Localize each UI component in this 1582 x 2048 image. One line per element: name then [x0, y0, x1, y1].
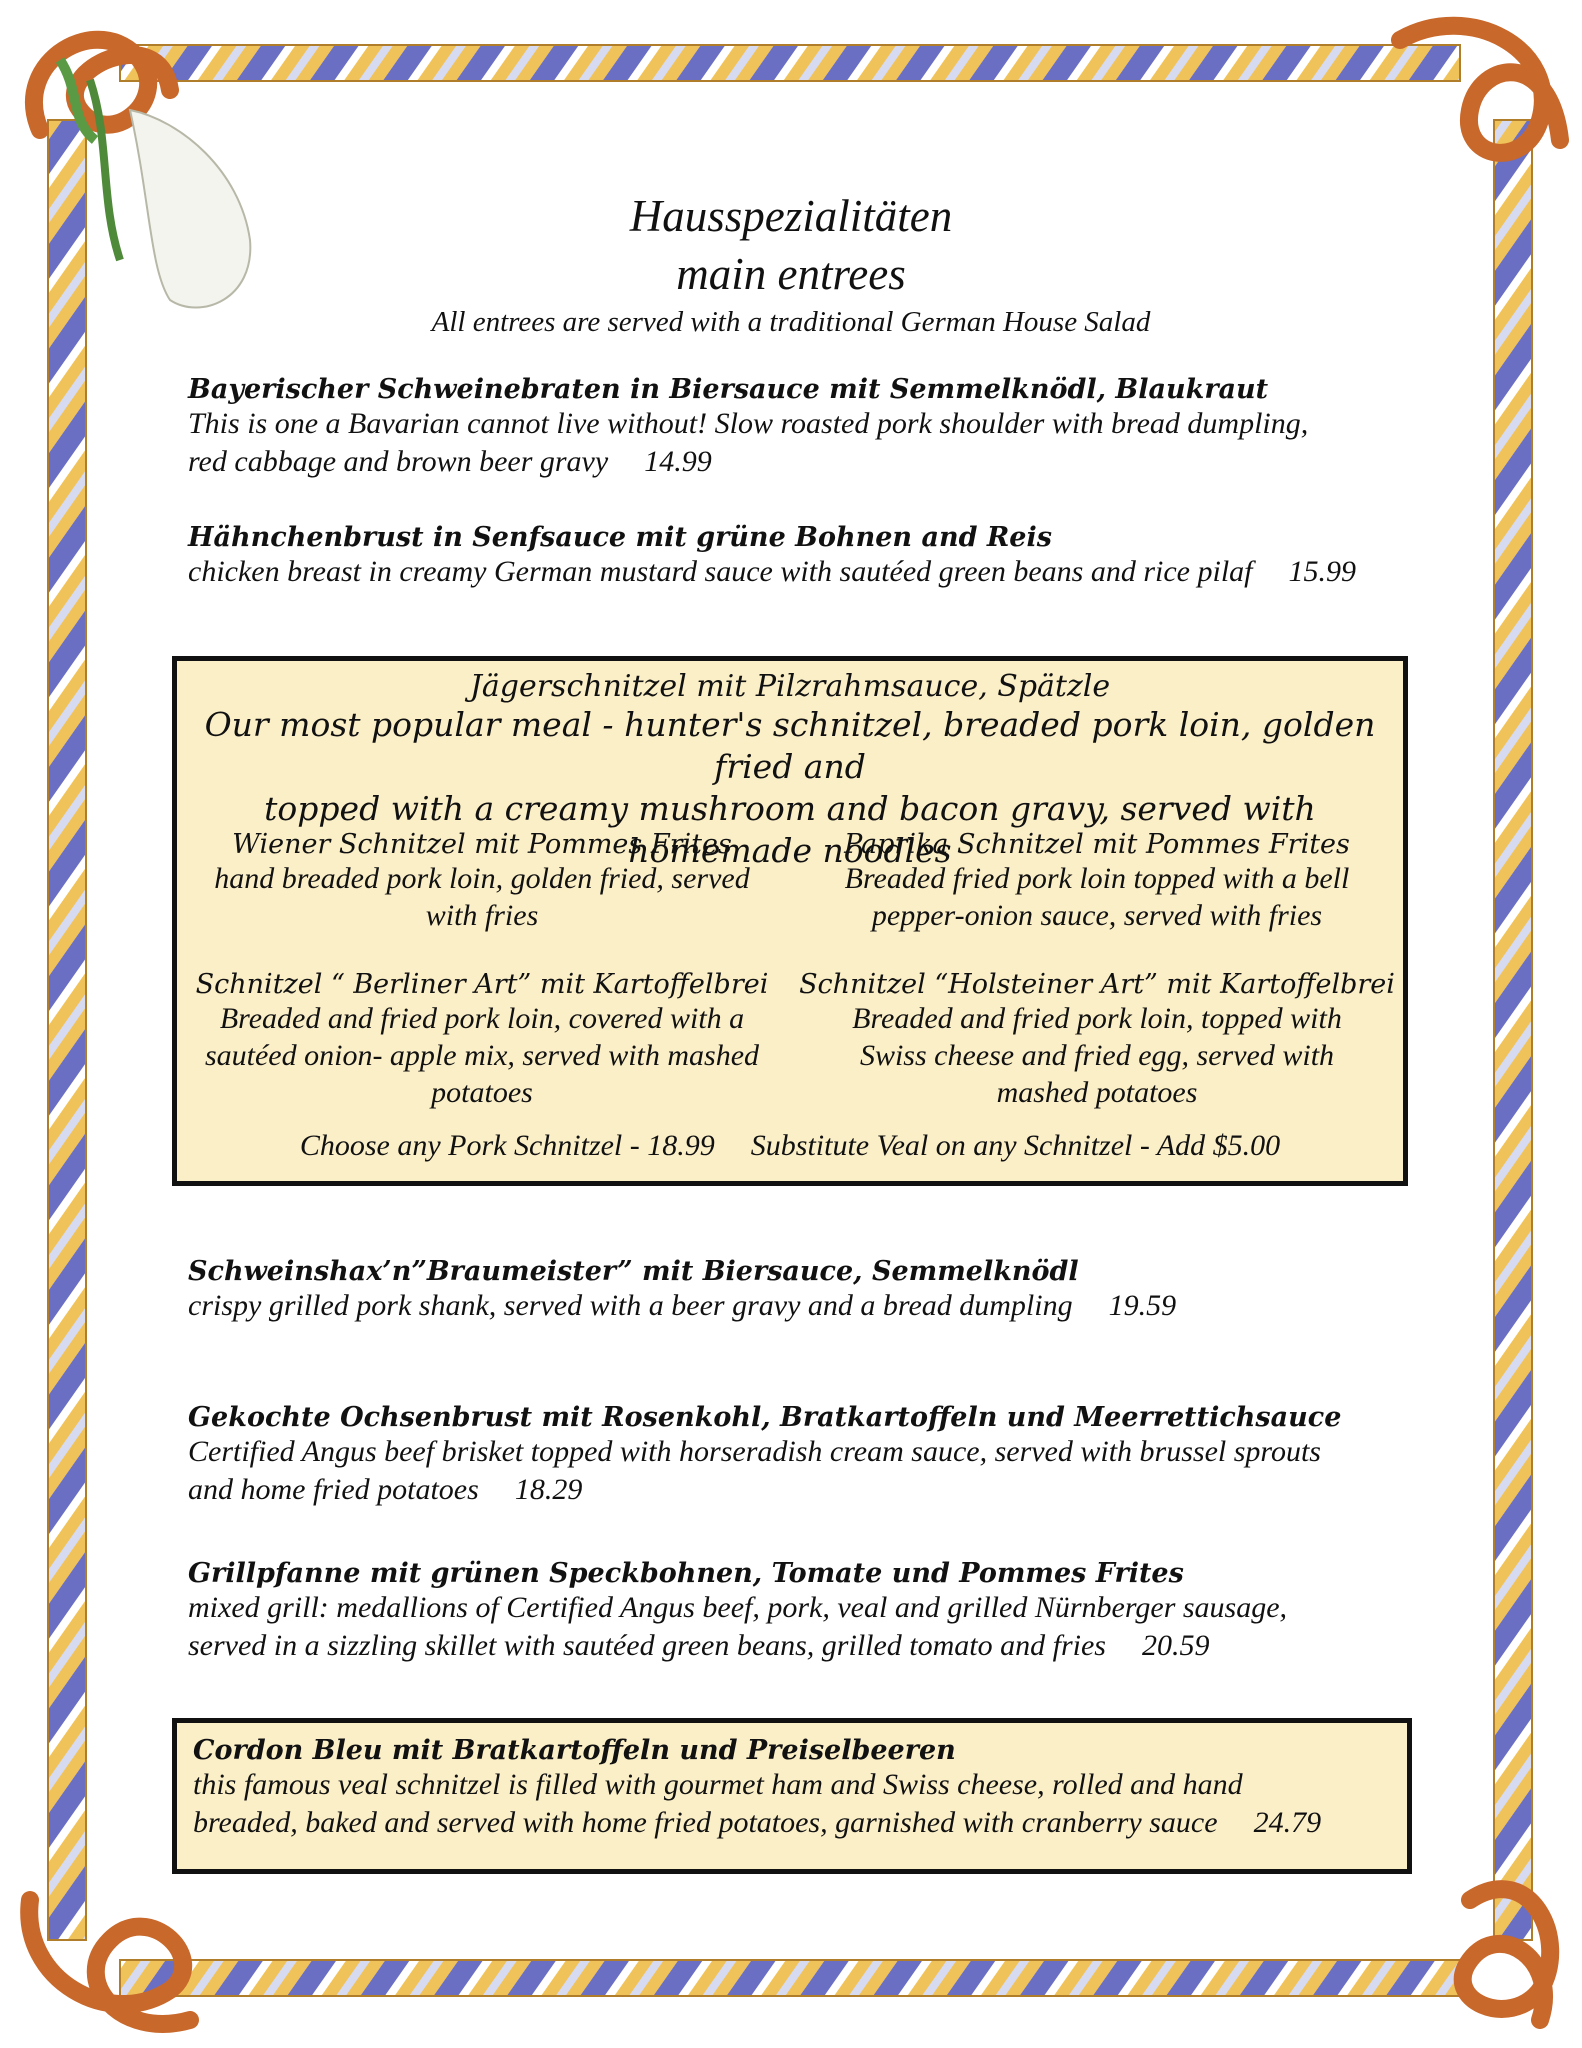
dish-desc-line: potatoes: [431, 1076, 533, 1109]
border-top: [120, 45, 1460, 81]
dish-name: Schnitzel “Holsteiner Art” mit Kartoffelbrei: [799, 969, 1395, 1000]
dish-desc-line: sautéed onion- apple mix, served with mashed: [204, 1039, 760, 1072]
schnitzel-option: [177, 829, 787, 934]
schnitzel-option: [787, 969, 1407, 1111]
border-left: [48, 120, 86, 1940]
dish-name: Wiener Schnitzel mit Pommes Frites: [232, 829, 732, 860]
dish-name: Paprika Schnitzel mit Pommes Frites: [844, 829, 1350, 860]
cordon-bleu-box: [172, 1718, 1412, 1874]
dish-desc-line: crispy grilled pork shank, served with a beer gravy and a bread dumpling: [188, 1289, 1073, 1322]
dish-price: 24.79: [1253, 1806, 1322, 1839]
dish-description: [188, 553, 1418, 591]
menu-item: [188, 1402, 1418, 1509]
veal-substitute-note: Substitute Veal on any Schnitzel - Add $5.00: [750, 1129, 1281, 1162]
dish-desc-line: with fries: [425, 899, 539, 932]
border-right: [1494, 120, 1532, 1940]
schnitzel-pricing: [177, 1129, 1403, 1163]
dish-name: Bayerischer Schweinebraten in Biersauce mit Semmelknödl, Blaukraut: [188, 374, 1269, 405]
dish-description: [188, 1433, 1418, 1509]
dish-desc-line: Breaded and fried pork loin, topped with: [852, 1002, 1342, 1035]
dish-name: Gekochte Ochsenbrust mit Rosenkohl, Bratkartoffeln und Meerrettichsauce: [188, 1402, 1342, 1433]
dish-price: 20.59: [1141, 1629, 1210, 1662]
salad-note: All entrees are served with a traditional German House Salad: [431, 306, 1151, 338]
dish-desc-line: chicken breast in creamy German mustard sauce with sautéed green beans and rice pilaf: [188, 555, 1253, 588]
menu-item: [188, 522, 1418, 591]
dish-desc-line: Certified Angus beef brisket topped with horseradish cream sauce, served with brussel sprouts: [188, 1435, 1321, 1468]
dish-desc-line: hand breaded pork loin, golden fried, served: [214, 862, 750, 895]
dish-price: 14.99: [644, 445, 712, 478]
schnitzel-option: [177, 969, 787, 1111]
dish-description: [188, 1589, 1418, 1665]
dish-description: [188, 405, 1418, 481]
feature-line: topped with a creamy mushroom and bacon gravy, served with homemade noodles: [264, 789, 1316, 870]
dish-desc-line: this famous veal schnitzel is filled with gourmet ham and Swiss cheese, rolled and hand: [193, 1768, 1243, 1801]
feature-line: Our most popular meal - hunter's schnitzel, breaded pork loin, golden fried and: [204, 705, 1376, 786]
dish-desc-line: mixed grill: medallions of Certified Angus beef, pork, veal and grilled Nürnberger sausage,: [188, 1591, 1288, 1624]
dish-price: 19.59: [1108, 1289, 1177, 1322]
dish-desc-line: served in a sizzling skillet with sautéed green beans, grilled tomato and fries: [188, 1629, 1106, 1662]
menu-item: [188, 1256, 1418, 1325]
schnitzel-box: [172, 656, 1408, 1186]
dish-desc-line: red cabbage and brown beer gravy: [188, 445, 609, 478]
dish-price: 15.99: [1288, 555, 1357, 588]
dish-name: Jägerschnitzel mit Pilzrahmsauce, Spätzle: [469, 669, 1111, 704]
dish-desc-line: Breaded and fried pork loin, covered with a: [219, 1002, 745, 1035]
dish-name: Cordon Bleu mit Bratkartoffeln und Preiselbeeren: [193, 1735, 956, 1766]
dish-name: Schnitzel “ Berliner Art” mit Kartoffelbrei: [195, 969, 769, 1000]
dish-desc-line: and home fried potatoes: [188, 1473, 479, 1506]
dish-desc-line: mashed potatoes: [996, 1076, 1198, 1109]
dish-desc-line: Swiss cheese and fried egg, served with: [859, 1039, 1335, 1072]
menu-item: [188, 374, 1418, 481]
dish-desc-line: breaded, baked and served with home fried potatoes, garnished with cranberry sauce: [193, 1806, 1218, 1839]
dish-desc-line: This is one a Bavarian cannot live without! Slow roasted pork shoulder with bread dumpling,: [188, 407, 1309, 440]
dish-price: 18.29: [514, 1473, 583, 1506]
dish-name: Hähnchenbrust in Senfsauce mit grüne Bohnen and Reis: [188, 522, 1052, 553]
dish-description: [188, 1287, 1418, 1325]
dish-name: Schweinshax’n”Braumeister” mit Biersauce, Semmelknödl: [188, 1256, 1079, 1287]
page-title: Hausspezialitäten: [629, 191, 953, 241]
pork-schnitzel-price: Choose any Pork Schnitzel - 18.99: [299, 1129, 715, 1162]
border-bottom: [120, 1960, 1460, 1996]
dish-desc-line: Breaded fried pork loin topped with a bell: [844, 862, 1350, 895]
schnitzel-option: [787, 829, 1407, 934]
menu-item: [188, 1558, 1418, 1665]
dish-name: Grillpfanne mit grünen Speckbohnen, Tomate und Pommes Frites: [188, 1558, 1184, 1589]
page-subtitle: main entrees: [676, 249, 906, 299]
dish-desc-line: pepper-onion sauce, served with fries: [871, 899, 1323, 932]
